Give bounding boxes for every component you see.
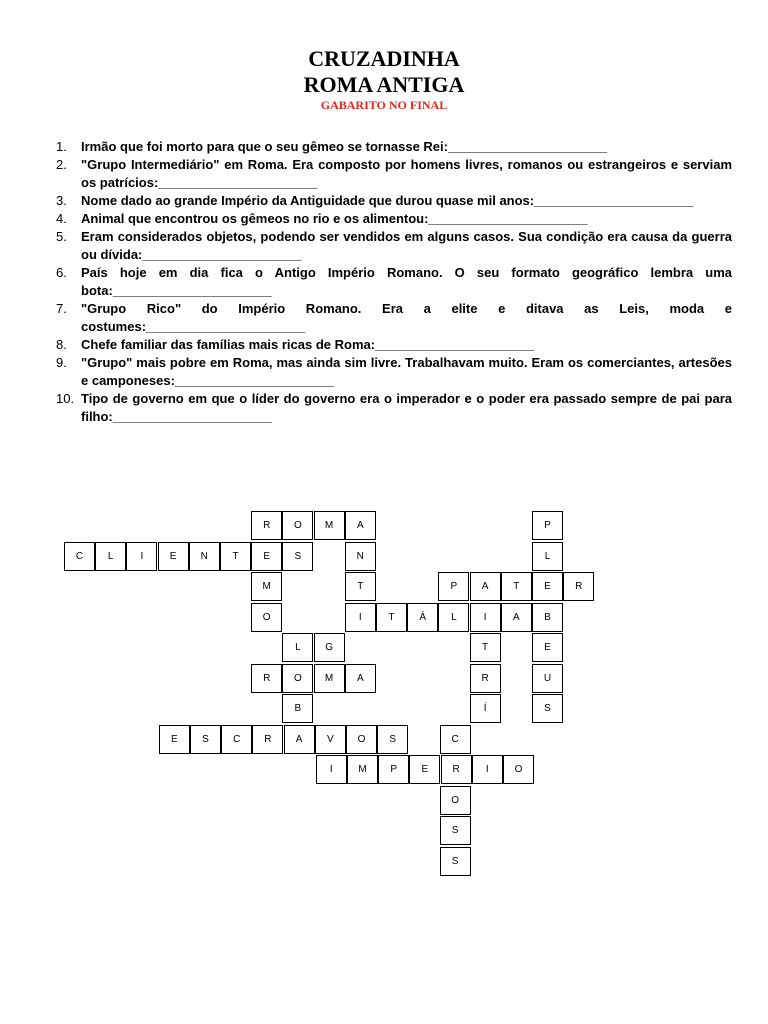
crossword-cell[interactable]: P bbox=[532, 511, 563, 540]
crossword-cell[interactable]: R bbox=[441, 755, 472, 784]
crossword-cell[interactable]: T bbox=[501, 572, 532, 601]
crossword-cell[interactable]: Á bbox=[407, 603, 438, 632]
crossword-cell[interactable]: O bbox=[346, 725, 377, 754]
crossword-cell[interactable]: E bbox=[409, 755, 440, 784]
question-text: Tipo de governo em que o líder do governo era o imperador e o poder era passado sempre de pai para filho:______________________ bbox=[81, 391, 732, 424]
crossword-cell[interactable]: L bbox=[438, 603, 469, 632]
crossword-cell[interactable]: A bbox=[470, 572, 501, 601]
crossword-cell[interactable]: N bbox=[345, 542, 376, 571]
crossword-cell[interactable]: A bbox=[284, 725, 315, 754]
crossword-cell[interactable]: S bbox=[190, 725, 221, 754]
crossword-cell[interactable]: I bbox=[470, 603, 501, 632]
crossword-cell[interactable]: P bbox=[378, 755, 409, 784]
question-text: "Grupo" mais pobre em Roma, mas ainda sim livre. Trabalhavam muito. Eram os comerciantes, artesões e camponeses:______________________ bbox=[81, 355, 732, 388]
crossword-cell[interactable]: T bbox=[470, 633, 501, 662]
crossword-cell[interactable]: C bbox=[221, 725, 252, 754]
crossword-cell[interactable]: G bbox=[314, 633, 345, 662]
crossword-cell[interactable]: L bbox=[532, 542, 563, 571]
question-number: 10. bbox=[56, 391, 75, 406]
crossword-cell[interactable]: E bbox=[532, 572, 563, 601]
crossword-cell[interactable]: R bbox=[252, 725, 283, 754]
question-text: Irmão que foi morto para que o seu gêmeo se tornasse Rei:______________________ bbox=[81, 139, 608, 154]
question-number: 5. bbox=[56, 229, 67, 244]
question-number: 3. bbox=[56, 193, 67, 208]
crossword-cell[interactable]: E bbox=[251, 542, 282, 571]
crossword-cell[interactable]: A bbox=[345, 664, 376, 693]
crossword-cell[interactable]: S bbox=[282, 542, 313, 571]
crossword-cell[interactable]: R bbox=[251, 511, 282, 540]
crossword-cell[interactable]: C bbox=[440, 725, 471, 754]
crossword-cell[interactable]: B bbox=[532, 603, 563, 632]
crossword-cell[interactable]: P bbox=[438, 572, 469, 601]
page-subtitle-title: ROMA ANTIGA bbox=[303, 72, 465, 97]
crossword-cell[interactable]: O bbox=[503, 755, 534, 784]
crossword-cell[interactable]: S bbox=[440, 847, 471, 876]
question-text: Animal que encontrou os gêmeos no rio e os alimentou:______________________ bbox=[81, 211, 588, 226]
crossword-cell[interactable]: E bbox=[532, 633, 563, 662]
crossword-cell[interactable]: T bbox=[220, 542, 251, 571]
crossword-cell[interactable]: L bbox=[282, 633, 313, 662]
crossword-cell[interactable]: R bbox=[470, 664, 501, 693]
crossword-cell[interactable]: M bbox=[314, 664, 345, 693]
crossword-cell[interactable]: M bbox=[347, 755, 378, 784]
crossword-cell[interactable]: L bbox=[95, 542, 126, 571]
crossword-cell[interactable]: B bbox=[282, 694, 313, 723]
crossword-cell[interactable]: O bbox=[282, 664, 313, 693]
crossword-cell[interactable]: A bbox=[501, 603, 532, 632]
crossword-cell[interactable]: S bbox=[532, 694, 563, 723]
question-text: "Grupo Rico" do Império Romano. Era a elite e ditava as Leis, moda e costumes:______________________ bbox=[81, 301, 732, 334]
question-text: Eram considerados objetos, podendo ser vendidos em alguns casos. Sua condição era causa da guerra ou dívida:______________________ bbox=[81, 229, 732, 262]
page-title: CRUZADINHA bbox=[308, 46, 460, 71]
crossword-cell[interactable]: C bbox=[64, 542, 95, 571]
crossword-cell[interactable]: R bbox=[563, 572, 594, 601]
crossword-cell[interactable]: E bbox=[159, 725, 190, 754]
question-number: 6. bbox=[56, 265, 67, 280]
question-text: Nome dado ao grande Império da Antiguidade que durou quase mil anos:______________________ bbox=[81, 193, 694, 208]
crossword-cell[interactable]: E bbox=[158, 542, 189, 571]
crossword-cell[interactable]: V bbox=[315, 725, 346, 754]
question-number: 2. bbox=[56, 157, 67, 172]
question-number: 1. bbox=[56, 139, 67, 154]
question-number: 7. bbox=[56, 301, 67, 316]
crossword-cell[interactable]: I bbox=[126, 542, 157, 571]
crossword-cell[interactable]: U bbox=[532, 664, 563, 693]
question-text: "Grupo Intermediário" em Roma. Era composto por homens livres, romanos ou estrangeiros e serviam os patrícios:______________________ bbox=[81, 157, 732, 190]
crossword-cell[interactable]: O bbox=[440, 786, 471, 815]
crossword-cell[interactable]: I bbox=[345, 603, 376, 632]
question-text: Chefe familiar das famílias mais ricas de Roma:______________________ bbox=[81, 337, 535, 352]
question-text: País hoje em dia fica o Antigo Império Romano. O seu formato geográfico lembra uma bota:______________________ bbox=[81, 265, 732, 298]
question-number: 8. bbox=[56, 337, 67, 352]
crossword-cell[interactable]: T bbox=[345, 572, 376, 601]
crossword-cell[interactable]: R bbox=[251, 664, 282, 693]
crossword-cell[interactable]: Í bbox=[470, 694, 501, 723]
crossword-cell[interactable]: S bbox=[377, 725, 408, 754]
crossword-cell[interactable]: A bbox=[345, 511, 376, 540]
crossword-cell[interactable]: O bbox=[251, 603, 282, 632]
crossword-cell[interactable]: M bbox=[251, 572, 282, 601]
crossword-cell[interactable]: O bbox=[282, 511, 313, 540]
crossword-cell[interactable]: I bbox=[316, 755, 347, 784]
question-number: 4. bbox=[56, 211, 67, 226]
crossword-cell[interactable]: M bbox=[314, 511, 345, 540]
crossword-cell[interactable]: N bbox=[189, 542, 220, 571]
question-number: 9. bbox=[56, 355, 67, 370]
crossword-cell[interactable]: S bbox=[440, 816, 471, 845]
answer-key-note: GABARITO NO FINAL bbox=[320, 98, 448, 112]
crossword-cell[interactable]: T bbox=[376, 603, 407, 632]
crossword-cell[interactable]: I bbox=[472, 755, 503, 784]
